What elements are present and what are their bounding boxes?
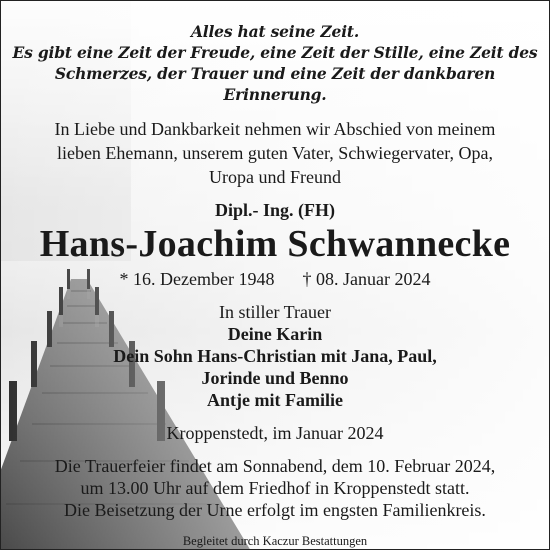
life-dates — [1, 265, 549, 291]
mourner-line: Dein Sohn Hans-Christian mit Jana, Paul, — [113, 346, 437, 366]
ceremony-line: Die Beisetzung der Urne erfolgt im engsten Familienkreis. — [64, 500, 486, 520]
motto-line: Es gibt eine Zeit der Freude, eine Zeit der Stille, eine Zeit des — [12, 43, 538, 62]
mourner-line: Jorinde und Benno — [201, 368, 349, 388]
mourning-intro: In stiller Trauer — [219, 302, 331, 322]
funeral-home-credit: Begleitet durch Kaczur Bestattungen — [182, 534, 368, 548]
motto — [1, 1, 549, 105]
mourner-line: Deine Karin — [227, 324, 323, 344]
mourner-line: Antje mit Familie — [207, 390, 343, 410]
intro-line: Uropa und Freund — [209, 167, 341, 187]
ceremony-line: Die Trauerfeier findet am Sonnabend, dem 10. Februar 2024, — [54, 456, 496, 476]
intro-line: In Liebe und Dankbarkeit nehmen wir Abschied von meinem — [54, 119, 496, 139]
ceremony-line: um 13.00 Uhr auf dem Friedhof in Kroppenstedt statt. — [80, 478, 470, 498]
obituary-text — [1, 1, 549, 549]
motto-line: Alles hat seine Zeit. — [190, 22, 360, 41]
place-date: Kroppenstedt, im Januar 2024 — [166, 423, 384, 443]
intro-text — [1, 105, 549, 189]
death-date: † 08. Januar 2024 — [302, 269, 431, 289]
motto-line: Schmerzes, der Trauer und eine Zeit der dankbaren Erinnerung. — [54, 64, 496, 104]
deceased-name: Hans-Joachim Schwannecke — [39, 223, 511, 265]
ceremony-info — [1, 445, 549, 521]
intro-line: lieben Ehemann, unserem guten Vater, Schwiegervater, Opa, — [56, 143, 494, 163]
academic-degree: Dipl.- Ing. (FH) — [214, 200, 335, 220]
mourners-list — [1, 323, 549, 411]
birth-date: * 16. Dezember 1948 — [119, 269, 275, 289]
